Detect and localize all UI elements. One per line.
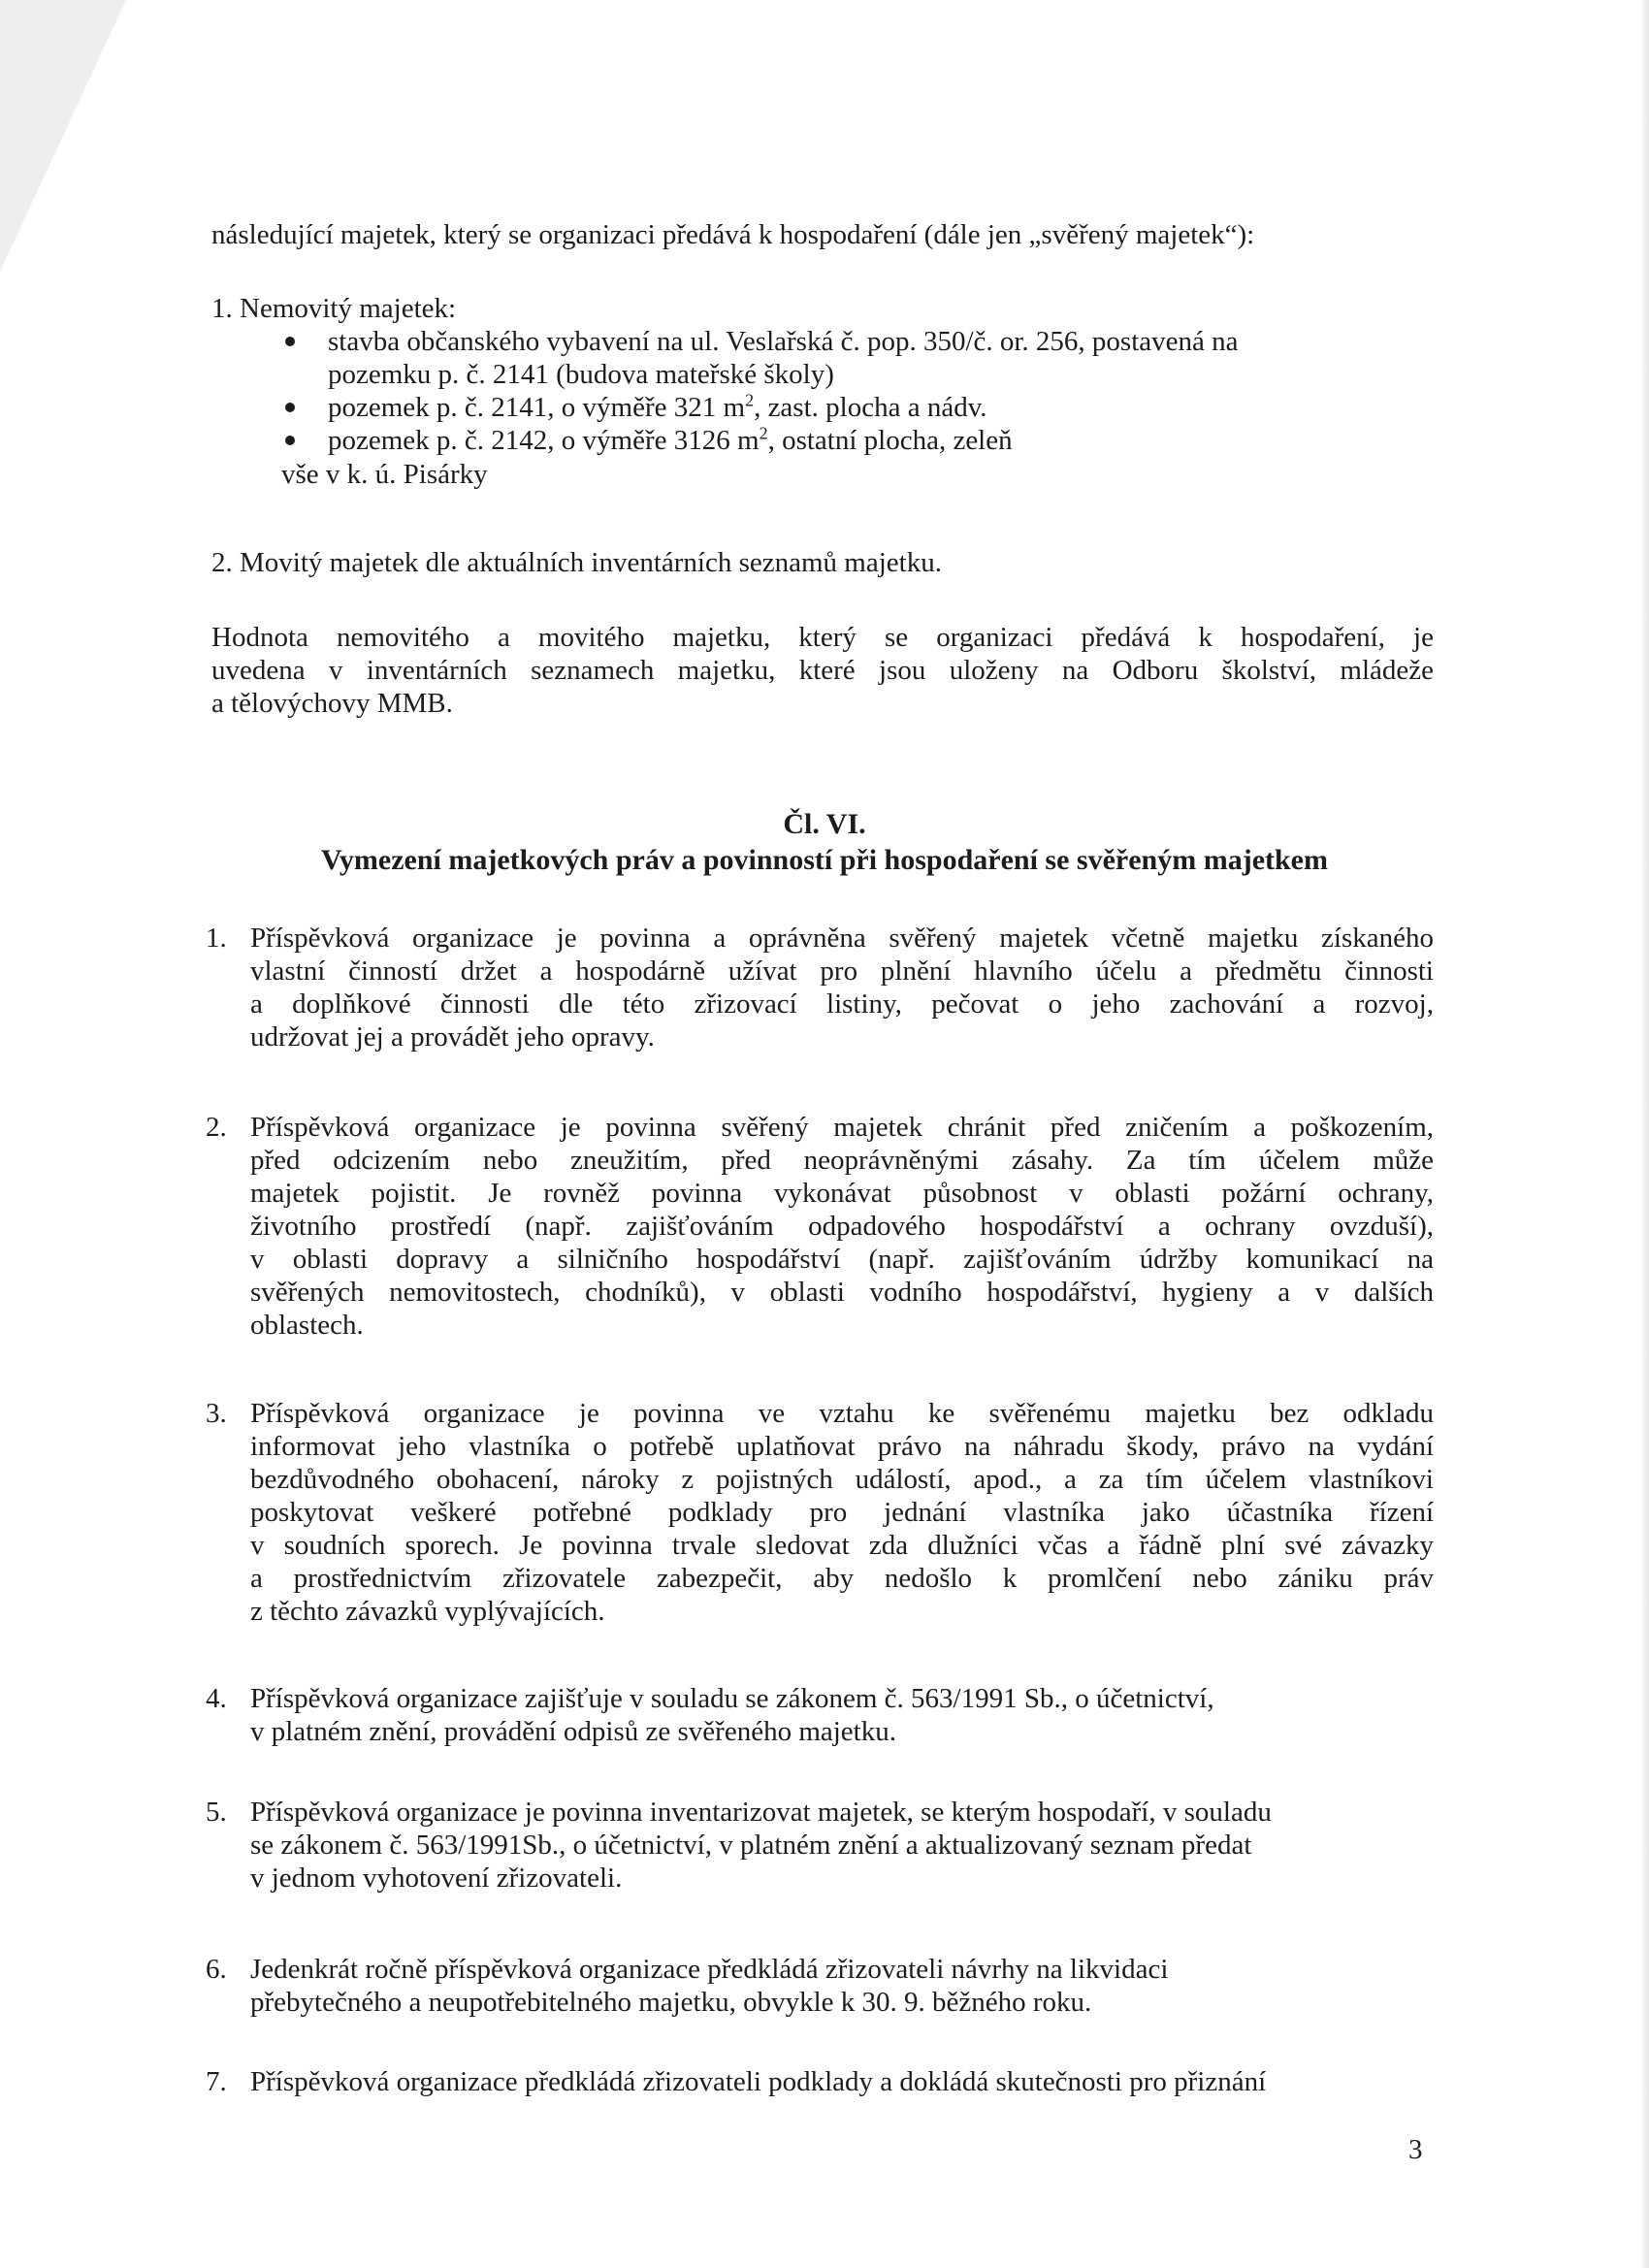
section-1-title: 1. Nemovitý majetek: [211, 293, 457, 324]
article-title: Vymezení majetkových práv a povinností při hospodaření se svěřeným majetkem [320, 844, 1328, 876]
clause-6-text: Jedenkrát ročně příspěvková organizace předkládá zřizovateli návrhy na likvidaci přebytečného a neupotřebitelného majetku, obvykle k 30. 9. běžného roku. [250, 1954, 1169, 2018]
bullet-icon [285, 337, 295, 346]
section-2-text: 2. Movitý majetek dle aktuálních inventárních seznamů majetku. [211, 547, 942, 578]
page-number: 3 [1408, 2134, 1423, 2165]
clause-5-number: 5. [206, 1797, 227, 1828]
section-1-footer: vše v k. ú. Pisárky [281, 459, 488, 490]
clause-4-text: Příspěvková organizace zajišťuje v souladu se zákonem č. 563/1991 Sb., o účetnictví, v platném znění, provádění odpisů ze svěřeného majetku. [250, 1683, 1214, 1747]
article-number: Čl. VI. [783, 808, 866, 840]
clause-7-text: Příspěvková organizace předkládá zřizovateli podklady a dokládá skutečnosti pro přiznání [250, 2066, 1267, 2097]
clause-5-text: Příspěvková organizace je povinna inventarizovat majetek, se kterým hospodaří, v souladu se zákonem č. 563/1991Sb., o účetnictví, v platném znění a aktualizovaný seznam předat v jednom vyhotovení zřizovateli. [250, 1797, 1272, 1894]
clause-6-number: 6. [206, 1954, 227, 1985]
scan-edge-shadow [1639, 0, 1649, 2268]
clause-4-number: 4. [206, 1683, 227, 1714]
clause-3-text: Příspěvková organizace je povinna ve vztahu ke svěřenému majetku bez odkladu informovat jeho vlastníka o potřebě uplatňovat právo na náhradu škody, právo na vydání bezdůvodného obohacení, nároky z pojistných událostí, apod., a za tím účelem vlastníkovi poskytovat veškeré potřebné podklady pro jednání vlastníka jako účastníka řízení v soudních sporech. Je povinna trvale sledovat zda dlužníci včas a řádně plní své závazky a prostřednictvím zřizovatele zabezpečit, aby nedošlo k promlčení nebo zániku práv z těchto závazků vyplývajících. [250, 1398, 1434, 1627]
clause-3-number: 3. [206, 1398, 227, 1429]
scan-corner-shadow [0, 0, 126, 272]
bullet-item-building-line2: pozemku p. č. 2141 (budova mateřské školy) [328, 359, 834, 390]
clause-2-number: 2. [206, 1112, 227, 1143]
bullet-item-building-line1: stavba občanského vybavení na ul. Veslařská č. pop. 350/č. or. 256, postavená na [328, 326, 1239, 357]
intro-text: následující majetek, který se organizaci předává k hospodaření (dále jen „svěřený majetek“): [211, 219, 1255, 250]
bullet-icon [285, 436, 295, 445]
clause-1-text: Příspěvková organizace je povinna a oprávněna svěřený majetek včetně majetku získaného vlastní činností držet a hospodárně užívat pro plnění hlavního účelu a předmětu činnosti a doplňkové činnosti dle této zřizovací listiny, pečovat o jeho zachování a rozvoj, udržovat jej a provádět jeho opravy. [250, 923, 1434, 1053]
value-paragraph: Hodnota nemovitého a movitého majetku, který se organizaci předává k hospodaření, je uvedena v inventárních seznamech majetku, které jsou uloženy na Odboru školství, mládeže a tělovýchovy MMB. [211, 622, 1434, 719]
clause-7-number: 7. [206, 2066, 227, 2097]
bullet-item-plot-2142-text: pozemek p. č. 2142, o výměře 3126 $m^2$, ostatní plocha, zeleň [328, 423, 1013, 456]
bullet-item-plot-2141 [328, 391, 1434, 424]
bullet-item-plot-2142 [328, 424, 1434, 457]
bullet-item-building [328, 325, 1434, 391]
clause-2-text: Příspěvková organizace je povinna svěřený majetek chránit před zničením a poškozením, před odcizením nebo zneužitím, před neoprávněnými zásahy. Za tím účelem může majetek pojistit. Je rovněž povinna vykonávat působnost v oblasti požární ochrany, životního prostředí (např. zajišťováním odpadového hospodářství a ochrany ovzduší), v oblasti dopravy a silničního hospodářství (např. zajišťováním údržby komunikací na svěřených nemovitostech, chodníků), v oblasti vodního hospodářství, hygieny a v dalších oblastech. [250, 1112, 1434, 1341]
bullet-item-plot-2141-text: pozemek p. č. 2141, o výměře 321 $m^2$, zast. plocha a nádv. [328, 390, 987, 423]
immovable-property-list [328, 325, 1434, 457]
clause-1-number: 1. [206, 923, 227, 954]
bullet-icon [285, 403, 295, 412]
